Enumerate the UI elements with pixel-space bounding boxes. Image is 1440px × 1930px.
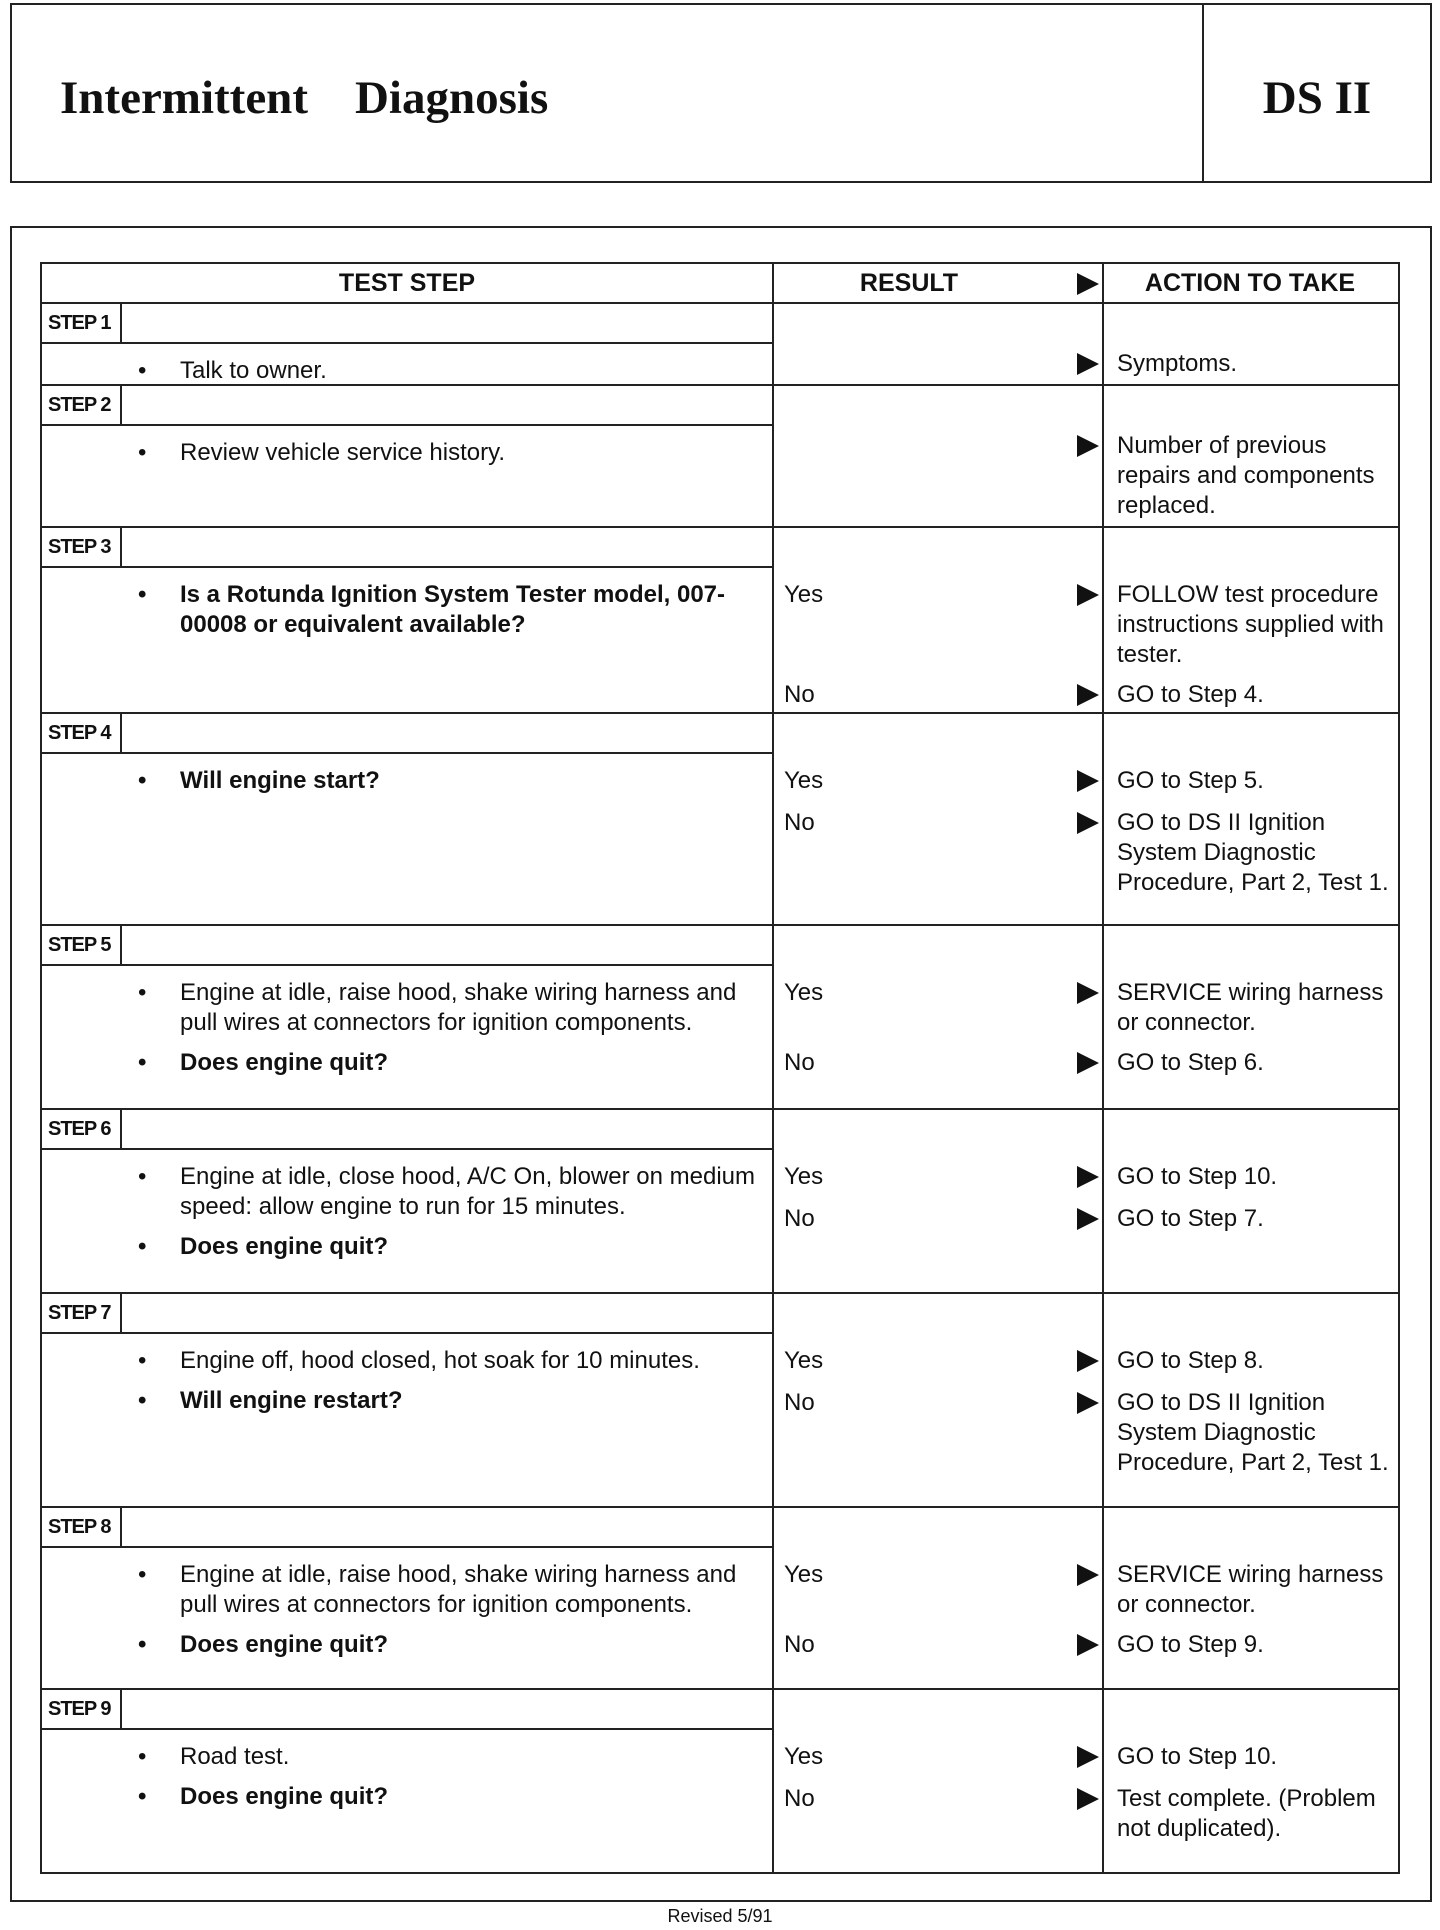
step-title-cell bbox=[122, 1110, 772, 1150]
instruction-text: Engine at idle, raise hood, shake wiring harness and pull wires at connectors for ignition components. bbox=[180, 1561, 737, 1618]
action-text: FOLLOW test procedure instructions supplied with tester. bbox=[1117, 581, 1384, 668]
result-value: No bbox=[784, 809, 815, 836]
step-instructions bbox=[138, 1742, 758, 1822]
action-text: GO to Step 10. bbox=[1117, 1743, 1278, 1770]
action-text: GO to DS II Ignition System Diagnostic Procedure, Part 2, Test 1. bbox=[1117, 809, 1389, 896]
column-header-action: ACTION TO TAKE bbox=[1144, 269, 1356, 297]
action-text: Number of previous repairs and components replaced. bbox=[1117, 432, 1375, 519]
step-instructions bbox=[138, 580, 758, 650]
step-label: STEP 3 bbox=[42, 528, 122, 568]
bullet-icon: • bbox=[138, 1163, 147, 1190]
instruction-text: Engine at idle, close hood, A/C On, blower on medium speed: allow engine to run for 15 minutes. bbox=[180, 1163, 755, 1220]
step-title-cell bbox=[122, 304, 772, 344]
result-value: No bbox=[784, 1049, 815, 1076]
instruction-item bbox=[138, 1048, 758, 1078]
result-value: Yes bbox=[784, 581, 824, 608]
column-divider-result bbox=[772, 264, 774, 1872]
step-label: STEP 2 bbox=[42, 386, 122, 426]
step-row bbox=[42, 1508, 1398, 1690]
step-row bbox=[42, 714, 1398, 926]
action-text: SERVICE wiring harness or connector. bbox=[1117, 1561, 1384, 1618]
instruction-item bbox=[138, 1630, 758, 1660]
step-label: STEP 6 bbox=[42, 1110, 122, 1150]
result-value: Yes bbox=[784, 1347, 824, 1374]
bullet-icon: • bbox=[138, 1233, 147, 1260]
step-instructions bbox=[138, 978, 758, 1088]
arrow-right-icon bbox=[1077, 1208, 1099, 1230]
bullet-icon: • bbox=[138, 1783, 147, 1810]
bullet-icon: • bbox=[138, 1387, 147, 1414]
arrow-right-icon bbox=[1077, 1788, 1099, 1810]
step-title-cell bbox=[122, 1690, 772, 1730]
action-text: GO to Step 5. bbox=[1117, 767, 1264, 794]
step-instructions bbox=[138, 1560, 758, 1670]
page-title: Intermittent Diagnosis bbox=[60, 72, 549, 124]
step-row bbox=[42, 386, 1398, 528]
step-title-cell bbox=[122, 926, 772, 966]
action-text: GO to Step 8. bbox=[1117, 1347, 1264, 1374]
arrow-right-icon bbox=[1077, 1166, 1099, 1188]
action-text: GO to Step 7. bbox=[1117, 1205, 1264, 1232]
instruction-item bbox=[138, 438, 758, 468]
action-text: SERVICE wiring harness or connector. bbox=[1117, 979, 1384, 1036]
step-label: STEP 5 bbox=[42, 926, 122, 966]
column-header-result: RESULT bbox=[859, 269, 959, 297]
arrow-right-icon bbox=[1077, 684, 1099, 706]
header-arrow-icon bbox=[1077, 273, 1099, 295]
instruction-item bbox=[138, 356, 758, 386]
arrow-right-icon bbox=[1077, 1746, 1099, 1768]
step-instructions bbox=[138, 1162, 758, 1272]
instruction-text: Does engine quit? bbox=[180, 1049, 389, 1076]
bullet-icon: • bbox=[138, 1743, 147, 1770]
bullet-icon: • bbox=[138, 1631, 147, 1658]
instruction-text: Engine at idle, raise hood, shake wiring harness and pull wires at connectors for ignition components. bbox=[180, 979, 737, 1036]
step-instructions bbox=[138, 766, 758, 806]
diagnosis-table bbox=[40, 262, 1400, 1874]
arrow-right-icon bbox=[1077, 584, 1099, 606]
instruction-item bbox=[138, 1742, 758, 1772]
step-title-cell bbox=[122, 386, 772, 426]
bullet-icon: • bbox=[138, 767, 147, 794]
instruction-text: Road test. bbox=[180, 1743, 290, 1770]
bullet-icon: • bbox=[138, 357, 147, 384]
instruction-text: Will engine start? bbox=[180, 767, 380, 794]
result-value: No bbox=[784, 1389, 815, 1416]
arrow-right-icon bbox=[1077, 1392, 1099, 1414]
result-value: Yes bbox=[784, 979, 824, 1006]
step-title-cell bbox=[122, 1508, 772, 1548]
arrow-right-icon bbox=[1077, 982, 1099, 1004]
action-text: Symptoms. bbox=[1117, 350, 1238, 377]
result-value: Yes bbox=[784, 767, 824, 794]
instruction-item bbox=[138, 1386, 758, 1416]
arrow-right-icon bbox=[1077, 1634, 1099, 1656]
result-value: Yes bbox=[784, 1743, 824, 1770]
result-value: No bbox=[784, 1631, 815, 1658]
arrow-right-icon bbox=[1077, 770, 1099, 792]
instruction-text: Talk to owner. bbox=[180, 357, 327, 384]
instruction-text: Does engine quit? bbox=[180, 1233, 389, 1260]
arrow-right-icon bbox=[1077, 1052, 1099, 1074]
step-title-cell bbox=[122, 528, 772, 568]
step-row bbox=[42, 926, 1398, 1110]
step-row bbox=[42, 1110, 1398, 1294]
instruction-text: Engine off, hood closed, hot soak for 10 minutes. bbox=[180, 1347, 700, 1374]
column-divider-action bbox=[1102, 264, 1104, 1872]
step-row bbox=[42, 1690, 1398, 1876]
arrow-right-icon bbox=[1077, 1350, 1099, 1372]
step-instructions bbox=[138, 1346, 758, 1426]
instruction-text: Will engine restart? bbox=[180, 1387, 403, 1414]
action-text: GO to Step 10. bbox=[1117, 1163, 1278, 1190]
result-value: Yes bbox=[784, 1561, 824, 1588]
action-text: GO to Step 6. bbox=[1117, 1049, 1264, 1076]
action-text: GO to Step 9. bbox=[1117, 1631, 1264, 1658]
arrow-right-icon bbox=[1077, 1564, 1099, 1586]
step-title-cell bbox=[122, 714, 772, 754]
step-label: STEP 8 bbox=[42, 1508, 122, 1548]
action-text: Test complete. (Problem not duplicated). bbox=[1117, 1785, 1376, 1842]
instruction-item bbox=[138, 766, 758, 796]
arrow-right-icon bbox=[1077, 435, 1099, 457]
instruction-text: Does engine quit? bbox=[180, 1631, 389, 1658]
step-instructions bbox=[138, 438, 758, 478]
step-label: STEP 4 bbox=[42, 714, 122, 754]
step-label: STEP 7 bbox=[42, 1294, 122, 1334]
result-value: No bbox=[784, 1205, 815, 1232]
instruction-text: Does engine quit? bbox=[180, 1783, 389, 1810]
instruction-item bbox=[138, 1162, 758, 1222]
revision-note: Revised 5/91 bbox=[667, 1906, 773, 1926]
bullet-icon: • bbox=[138, 581, 147, 608]
instruction-item bbox=[138, 978, 758, 1038]
bullet-icon: • bbox=[138, 439, 147, 466]
step-row bbox=[42, 528, 1398, 714]
table-header-row bbox=[42, 264, 1398, 304]
bullet-icon: • bbox=[138, 1049, 147, 1076]
bullet-icon: • bbox=[138, 1347, 147, 1374]
bullet-icon: • bbox=[138, 979, 147, 1006]
step-label: STEP 9 bbox=[42, 1690, 122, 1730]
instruction-item bbox=[138, 1560, 758, 1620]
instruction-item bbox=[138, 580, 758, 640]
instruction-text: Review vehicle service history. bbox=[180, 439, 505, 466]
instruction-item bbox=[138, 1782, 758, 1812]
instruction-item bbox=[138, 1346, 758, 1376]
instruction-text: Is a Rotunda Ignition System Tester model, 007-00008 or equivalent available? bbox=[180, 581, 726, 638]
step-row bbox=[42, 1294, 1398, 1508]
bullet-icon: • bbox=[138, 1561, 147, 1588]
section-code: DS II bbox=[1262, 72, 1372, 124]
instruction-item bbox=[138, 1232, 758, 1262]
arrow-right-icon bbox=[1077, 353, 1099, 375]
step-label: STEP 1 bbox=[42, 304, 122, 344]
result-value: No bbox=[784, 681, 815, 708]
action-text: GO to Step 4. bbox=[1117, 681, 1264, 708]
page-header bbox=[10, 3, 1432, 183]
step-title-cell bbox=[122, 1294, 772, 1334]
result-value: Yes bbox=[784, 1163, 824, 1190]
step-row bbox=[42, 304, 1398, 386]
action-text: GO to DS II Ignition System Diagnostic Procedure, Part 2, Test 1. bbox=[1117, 1389, 1389, 1476]
column-header-test-step: TEST STEP bbox=[338, 269, 476, 297]
result-value: No bbox=[784, 1785, 815, 1812]
arrow-right-icon bbox=[1077, 812, 1099, 834]
